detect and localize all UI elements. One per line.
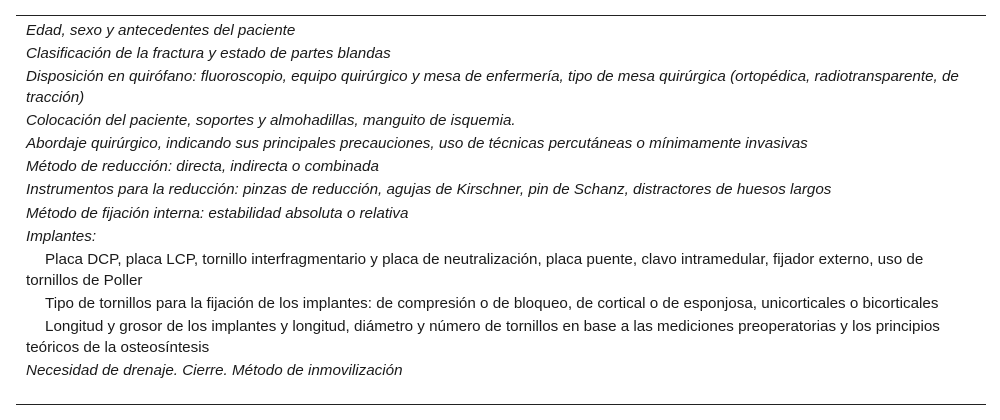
item-operating-room-setup: Disposición en quirófano: fluoroscopio, equipo quirúrgico y mesa de enfermería, tipo de mesa quirúrgica (ortopédica, radiotransparente, de tracción) bbox=[26, 68, 959, 107]
item-screw-types bbox=[16, 292, 986, 315]
item-implant-dimensions-text: Longitud y grosor de los implantes y longitud, diámetro y número de tornillos en base a las mediciones preoperatorias y los principios teóricos de la osteosíntesis bbox=[26, 317, 940, 356]
item-screw-types-text: Tipo de tornillos para la fijación de los implantes: de compresión o de bloqueo, de cortical o de esponjosa, unicorticales o bicorticales bbox=[45, 294, 939, 312]
item-patient-history: Edad, sexo y antecedentes del paciente bbox=[26, 22, 296, 39]
item-drainage-closure: Necesidad de drenaje. Cierre. Método de inmovilización bbox=[26, 361, 403, 379]
item-patient-positioning: Colocación del paciente, soportes y almohadillas, manguito de isquemia. bbox=[26, 112, 516, 130]
item-implants-heading: Implantes: bbox=[26, 227, 97, 245]
item-implant-types bbox=[16, 248, 986, 292]
item-implant-dimensions bbox=[16, 315, 986, 359]
item-fracture-classification: Clasificación de la fractura y estado de partes blandas bbox=[26, 45, 391, 63]
item-reduction-instruments: Instrumentos para la reducción: pinzas de reducción, agujas de Kirschner, pin de Schanz, distractores de huesos largos bbox=[26, 181, 832, 199]
item-reduction-method: Método de reducción: directa, indirecta o combinada bbox=[26, 158, 379, 176]
item-internal-fixation: Método de fijación interna: estabilidad absoluta o relativa bbox=[26, 204, 409, 222]
checklist-table bbox=[16, 15, 986, 405]
item-implant-types-text: Placa DCP, placa LCP, tornillo interfragmentario y placa de neutralización, placa puente, clavo intramedular, fijador externo, uso de tornillos de Poller bbox=[26, 250, 924, 289]
item-surgical-approach: Abordaje quirúrgico, indicando sus principales precauciones, uso de técnicas percutáneas o mínimamente invasivas bbox=[26, 135, 808, 153]
